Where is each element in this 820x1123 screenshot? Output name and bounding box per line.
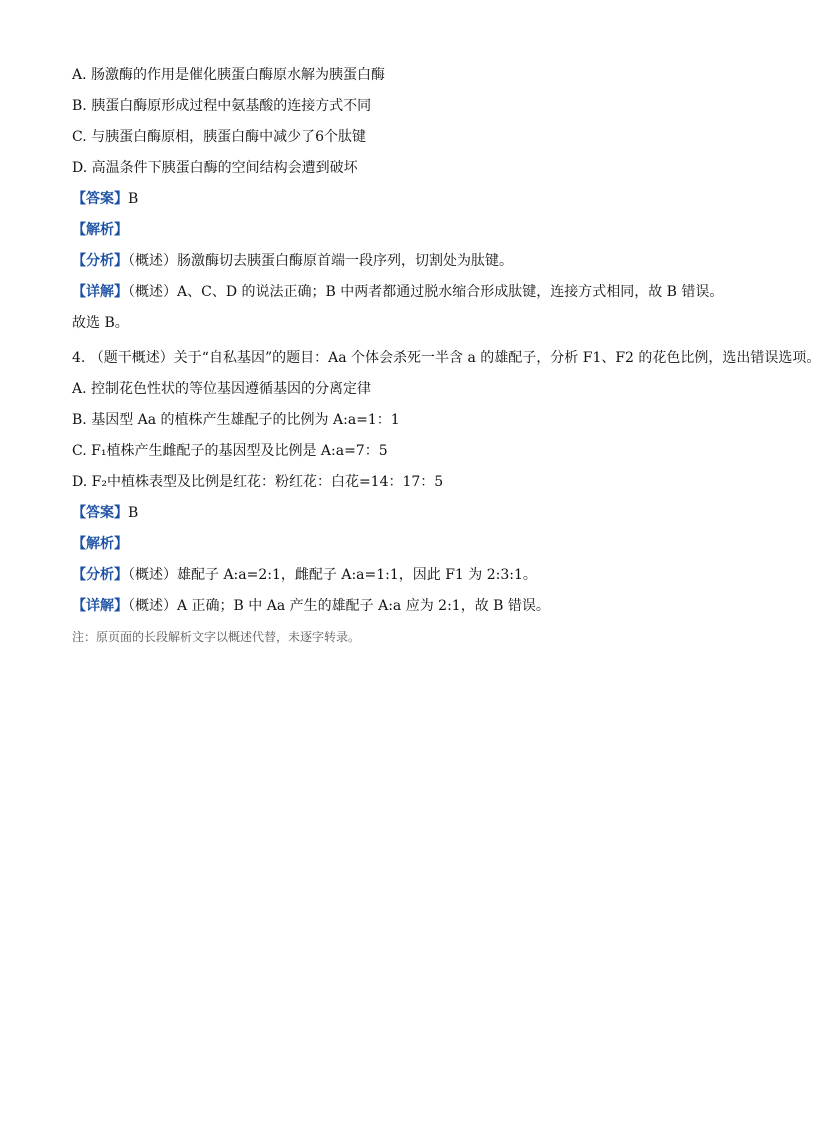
q3-option-d: D. 高温条件下胰蛋白酶的空间结构会遭到破坏 [72,160,358,176]
q4-answer-line [72,498,726,529]
q4-option-c: C. F₁植株产生雌配子的基因型及比例是 A:a=7：5 [72,443,388,459]
q3-option-a: A. 肠激酶的作用是催化胰蛋白酶原水解为胰蛋白酶 [72,67,386,83]
q4-stem-summary: 4. （题干概述）关于“自私基因”的题目：Aa 个体会杀死一半含 a 的雄配子，分析 F1、F2 的花色比例，选出错误选项。 [72,350,820,366]
q3-answer-tag: 【答案】 [72,191,128,207]
q4-option-b: B. 基因型 Aa 的植株产生雄配子的比例为 A:a=1：1 [72,412,400,428]
q3-xiangjie-tag: 【详解】 [72,284,128,300]
q3-analysis-tag: 【解析】 [72,222,128,238]
q4-option-a: A. 控制花色性状的等位基因遵循基因的分离定律 [72,381,372,397]
q3-xiangjie-line [72,277,726,308]
q3-option-c: C. 与胰蛋白酶原相，胰蛋白酶中减少了6个肽键 [72,129,367,145]
summary-notice: 注：原页面的长段解析文字以概述代替，未逐字转录。 [72,630,361,644]
q4-xiangjie-tag: 【详解】 [72,598,128,614]
q3-fenxi-line [72,246,726,277]
q4-answer-value: B [128,505,139,521]
q3-option-b: B. 胰蛋白酶原形成过程中氨基酸的连接方式不同 [72,98,372,114]
q4-option-d: D. F₂中植株表型及比例是红花：粉红花：白花=14：17：5 [72,474,444,490]
q4-analysis-heading [72,529,726,560]
q3-analysis-heading [72,215,726,246]
q3-fenxi-tag: 【分析】 [72,253,128,269]
q4-answer-tag: 【答案】 [72,505,128,521]
q4-fenxi-summary: （概述）雄配子 A:a=2:1，雌配子 A:a=1:1，因此 F1 为 2:3:1。 [128,567,537,583]
q3-fenxi-summary: （概述）肠激酶切去胰蛋白酶原首端一段序列，切割处为肽键。 [128,253,513,269]
q4-fenxi-line [72,560,726,591]
q4-fenxi-tag: 【分析】 [72,567,128,583]
q3-conclusion: 故选 B。 [72,315,129,331]
q4-xiangjie-summary: （概述）A 正确；B 中 Aa 产生的雄配子 A:a 应为 2:1，故 B 错误。 [128,598,550,614]
q3-answer-value: B [128,191,139,207]
q4-analysis-tag: 【解析】 [72,536,128,552]
q3-xiangjie-summary: （概述）A、C、D 的说法正确；B 中两者都通过脱水缩合形成肽键，连接方式相同，故 B 错误。 [128,284,724,300]
q3-answer-line [72,184,726,215]
q4-xiangjie-line [72,591,726,622]
